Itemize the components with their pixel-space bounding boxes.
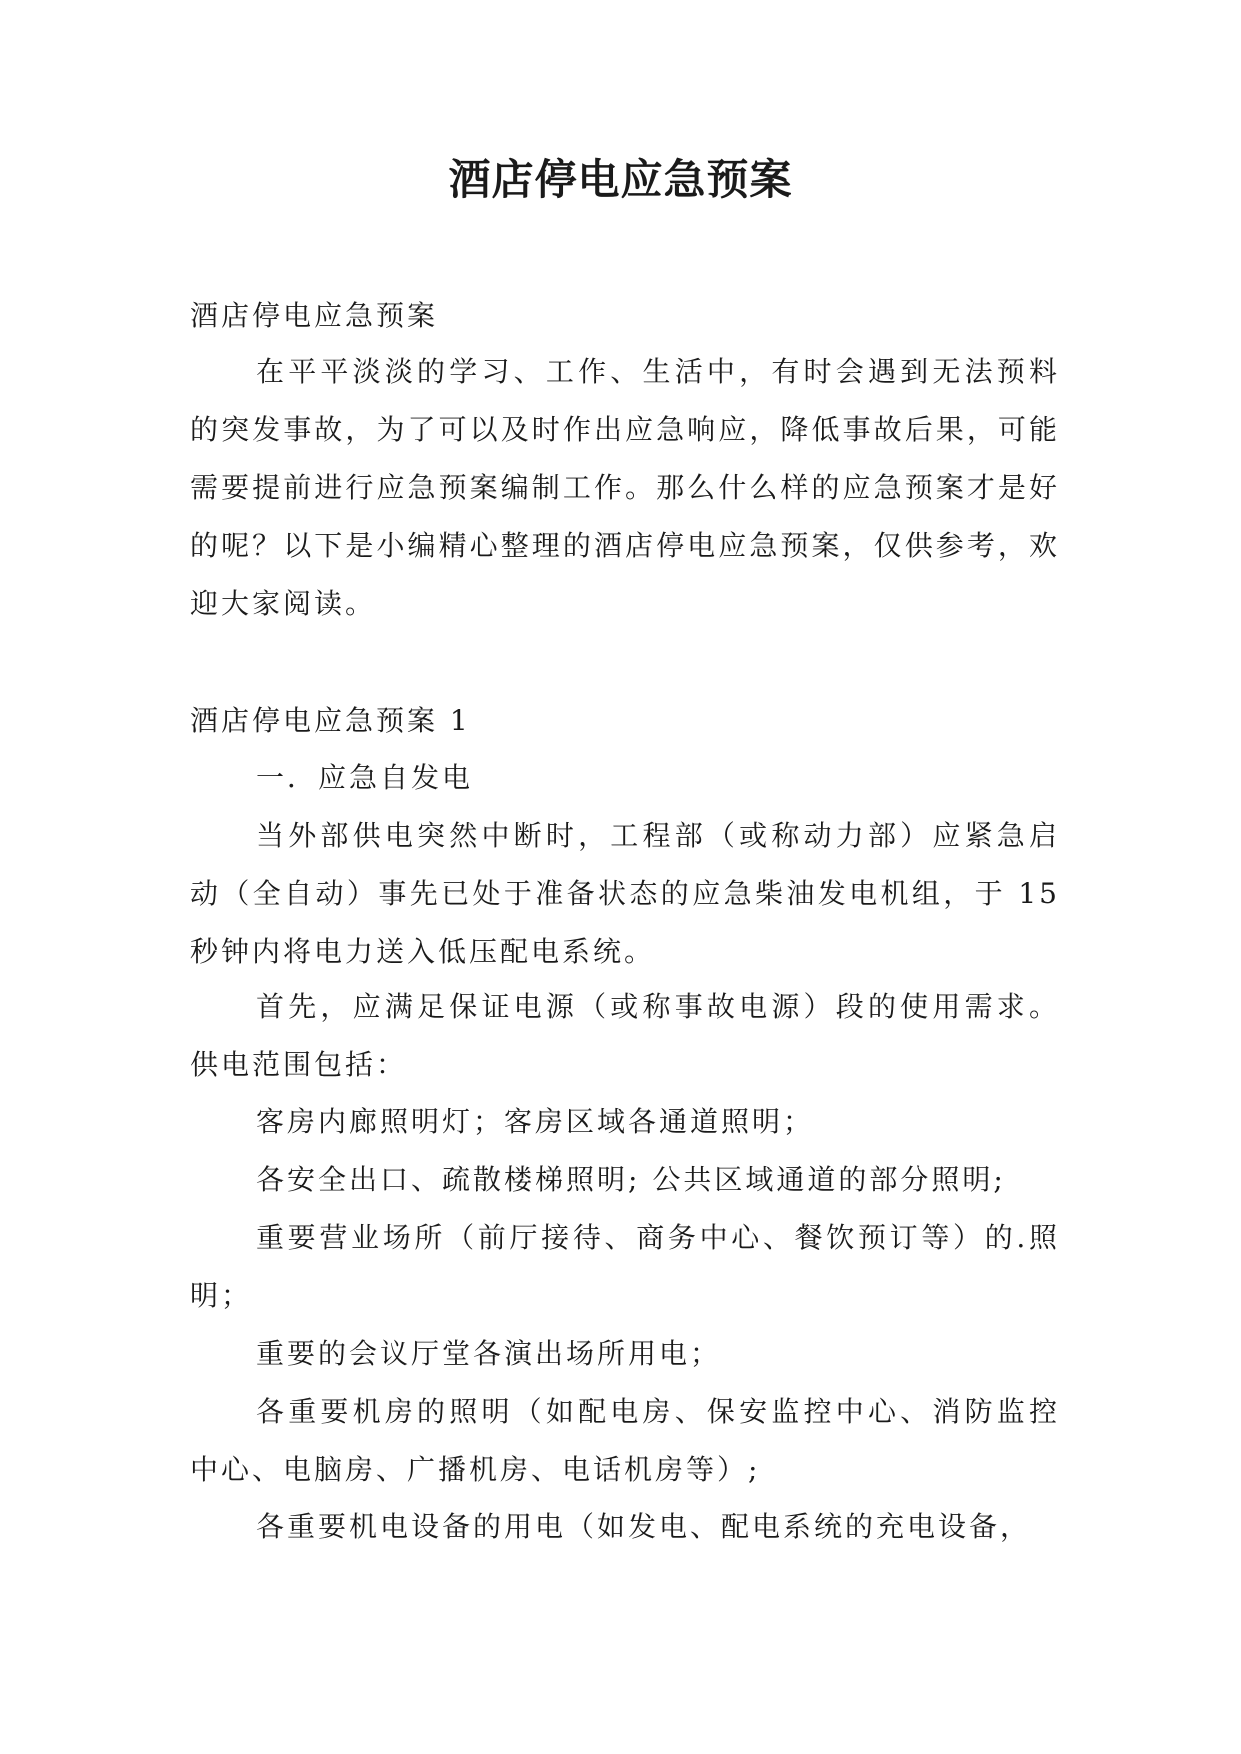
list-item: 各安全出口、疏散楼梯照明; 公共区域通道的部分照明; (256, 1163, 1006, 1196)
list-item: 各重要机电设备的用电（如发电、配电系统的充电设备， (256, 1510, 1032, 1543)
intro-paragraph: 在平平淡淡的学习、工作、生活中，有时会遇到无法预料的突发事故，为了可以及时作出应急响应，降低事故后果，可能需要提前进行应急预案编制工作。那么什么样的应急预案才是好的呢？以下是小编精心整理的酒店停电应急预案，仅供参考，欢迎大家阅读。 (190, 355, 1060, 620)
plan-heading: 酒店停电应急预案 1 (190, 704, 471, 737)
list-item: 各重要机房的照明（如配电房、保安监控中心、消防监控中心、电脑房、广播机房、电话机房等）; (190, 1395, 1060, 1486)
list-item: 重要的会议厅堂各演出场所用电； (256, 1337, 722, 1370)
subsection-heading: 一．应急自发电 (256, 761, 474, 794)
document-title: 酒店停电应急预案 (448, 155, 793, 204)
body-paragraph: 首先，应满足保证电源（或称事故电源）段的使用需求。供电范围包括： (190, 990, 1060, 1081)
section-heading: 酒店停电应急预案 (190, 299, 439, 332)
list-item: 客房内廊照明灯；客房区域各通道照明； (256, 1105, 815, 1138)
list-item: 重要营业场所（前厅接待、商务中心、餐饮预订等）的.照明； (190, 1221, 1060, 1312)
body-paragraph: 当外部供电突然中断时，工程部（或称动力部）应紧急启动（全自动）事先已处于准备状态的应急柴油发电机组，于 15 秒钟内将电力送入低压配电系统。 (190, 819, 1060, 968)
